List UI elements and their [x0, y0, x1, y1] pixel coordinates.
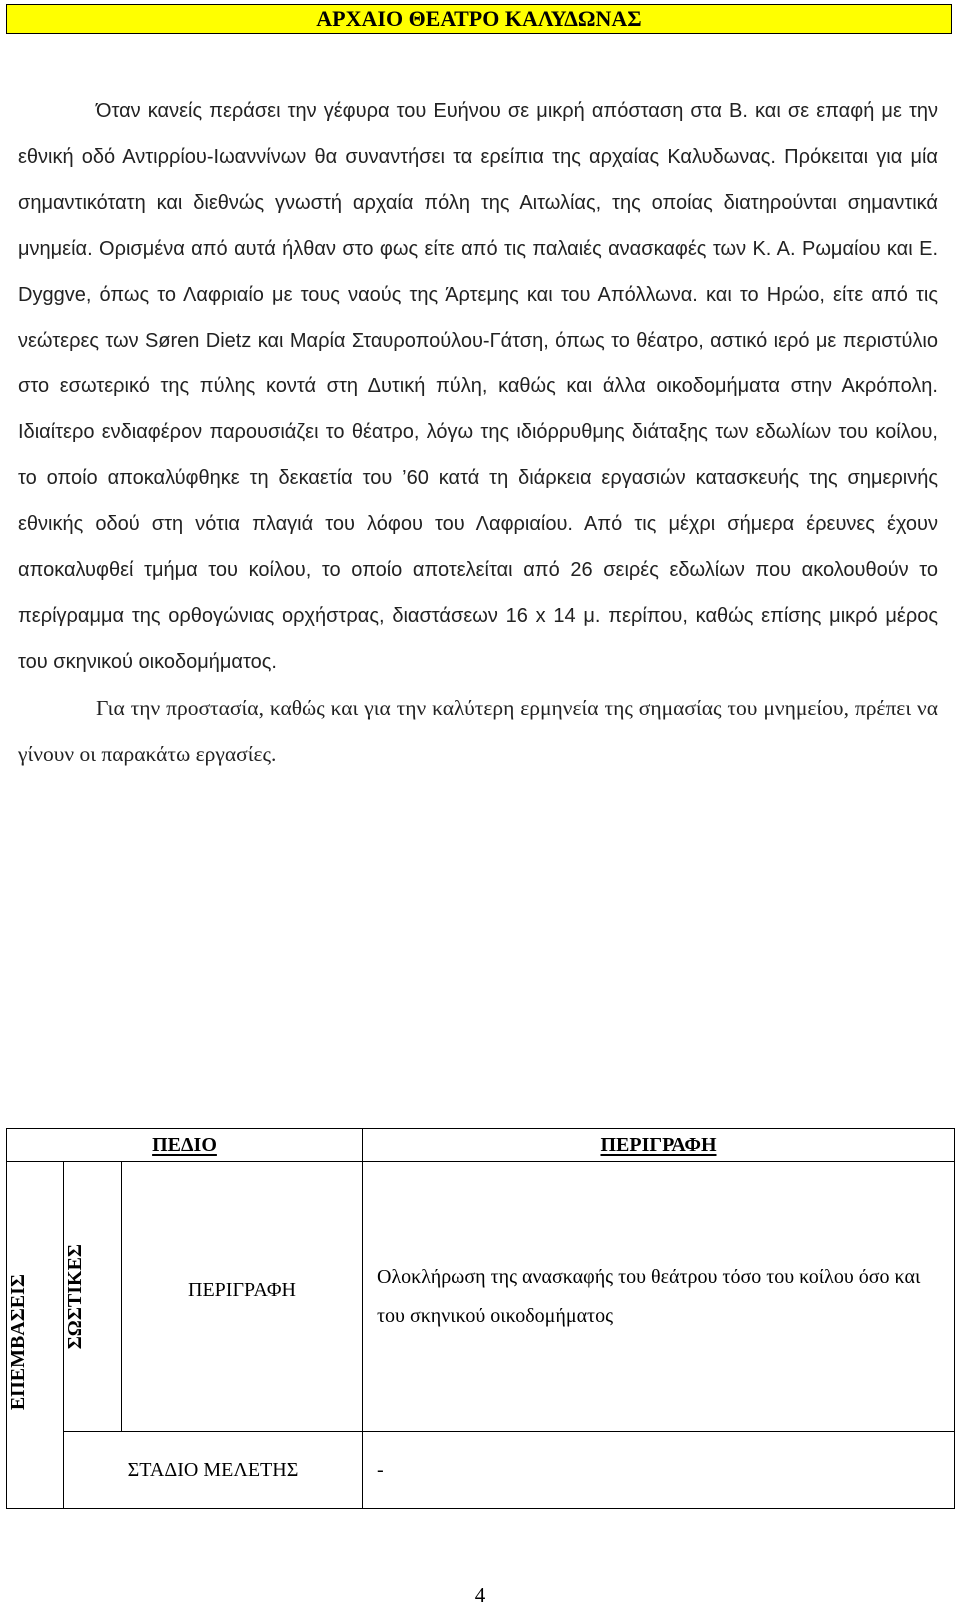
paragraph-intro: Όταν κανείς περάσει την γέφυρα του Ευήνου σε μικρή απόσταση στα Β. και σε επαφή με την εθνική οδό Αντιρρίου-Ιωαννίνων θα συναντήσει τα ερείπια της αρχαίας Καλυδωνας. Πρόκειται για μία σημαντικότατη και διεθνώς γνωστή αρχαία πόλη της Αιτωλίας, της οποίας διατηρούνται σημαντικά μνημεία. Ορισμένα από αυτά ήλθαν στο φως είτε από τις παλαιές ανασκαφές των Κ. Α. Ρωμαίου και Ε. Dyggve, όπως το Λαφριαίο με τους ναούς της Άρτεμης και του Απόλλωνα. και το Ηρώο, είτε από τις νεώτερες των Søren Dietz και Μαρία Σταυροπούλου-Γάτση, όπως το θέατρο, αστικό ιερό με περιστύλιο στο εσωτερικό της πύλης κοντά στη Δυτική πύλη, καθώς και άλλα οικοδομήματα στην Ακρόπολη. Ιδιαίτερο ενδιαφέρον παρουσιάζει το θέατρο, λόγω της ιδιόρρυθμης διάταξης των εδωλίων του κοίλου, το οποίο αποκαλύφθηκε τη δεκαετία του ’60 κατά τη διάρκεια εργασιών κατασκευής της σημερινής εθνικής οδού στη νότια πλαγιά του λόφου του Λαφριαίου. Από τις μέχρι σήμερα έρευνες έχουν αποκαλυφθεί τμήμα του κοίλου, το οποίο αποτελείται από 26 σειρές εδωλίων που ακολουθούν το περίγραμμα της ορθογώνιας ορχήστρας, διαστάσεων 16 x 14 μ. περίπου, καθώς επίσης μικρό μέρος του σκηνικού οικοδομήματος.: [18, 100, 938, 673]
paragraph-works: Για την προστασία, καθώς και για την καλύτερη ερμηνεία της σημασίας του μνημείου, πρέπει να γίνουν οι παρακάτω εργασίες.: [18, 695, 938, 766]
group-cell: [7, 1162, 64, 1509]
header-description: ΠΕΡΙΓΡΑΦΗ: [363, 1129, 955, 1162]
table-row: [7, 1432, 955, 1509]
subgroup-cell: [64, 1162, 122, 1432]
group-label: ΕΠΕΜΒΑΣΕΙΣ: [7, 1273, 29, 1410]
header-field: ΠΕΔΙΟ: [7, 1129, 363, 1162]
table-row: [7, 1162, 955, 1432]
row-value-description: Ολοκλήρωση της ανασκαφής του θεάτρου τόσο του κοίλου όσο και του σκηνικού οικοδομήματος: [363, 1162, 955, 1432]
row-label-stage: ΣΤΑΔΙΟ ΜΕΛΕΤΗΣ: [64, 1432, 363, 1509]
subgroup-label: ΣΩΣΤΙΚΕΣ: [64, 1243, 86, 1350]
page-number: 4: [474, 1583, 486, 1607]
row-value-stage: -: [363, 1432, 955, 1509]
document-body: [18, 89, 938, 778]
row-label-description: ΠΕΡΙΓΡΑΦΗ: [122, 1162, 363, 1432]
interventions-table: [6, 1128, 955, 1509]
document-title: ΑΡΧΑΙΟ ΘΕΑΤΡΟ ΚΑΛΥΔΩΝΑΣ: [6, 4, 952, 34]
table-header-row: [7, 1129, 955, 1162]
